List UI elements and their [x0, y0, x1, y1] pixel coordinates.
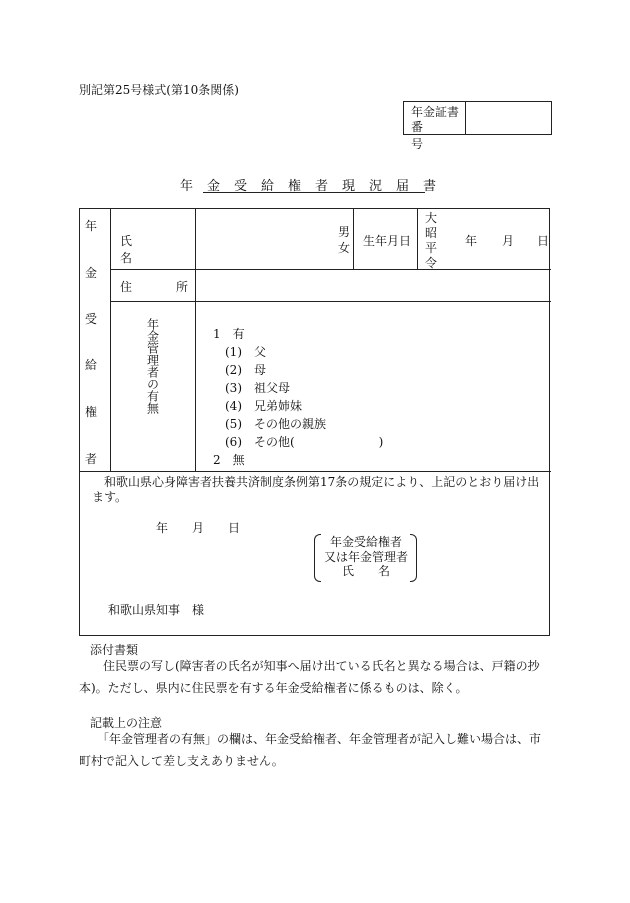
side-char-4: 権: [85, 405, 98, 419]
side-label-divider: [110, 209, 111, 471]
pension-number-box: [403, 101, 552, 151]
birth-day-unit: 日: [537, 234, 550, 248]
manager-options: [213, 325, 383, 469]
attachments-text: 住民票の写し(障害者の氏名が知事へ届け出ている氏名と異なる場合は、戸籍の抄本)。ただし、県内に住民票を有する年金受給権者に係るものは、除く。: [79, 659, 540, 695]
address-label-text: 住所: [120, 280, 233, 294]
option-other[interactable]: (6) その他( ): [225, 435, 384, 449]
main-form-table: [79, 208, 550, 636]
birth-label: 生年月日: [363, 234, 412, 248]
option-father[interactable]: (1) 父: [225, 345, 266, 359]
birth-month-unit: 月: [502, 234, 515, 248]
side-char-0: 年: [85, 219, 98, 233]
option-no[interactable]: 2 無: [213, 453, 245, 467]
gender-male[interactable]: 男: [338, 225, 351, 239]
signer-line-3: 氏 名: [341, 564, 390, 578]
date-day: 日: [228, 521, 241, 535]
signer-line-1: 年金受給権者: [329, 535, 402, 549]
name-label-text: 氏名: [120, 234, 177, 265]
signer-line-2: 又は年金管理者: [323, 549, 408, 564]
birth-label-divider: [417, 209, 418, 269]
form-reference: 別記第25号様式(第10条関係): [79, 83, 239, 97]
gender-divider: [353, 209, 354, 269]
option-other-relatives[interactable]: (5) その他の親族: [225, 417, 326, 431]
notes-text: 「年金管理者の有無」の欄は、年金受給権者、年金管理者が記入し難い場合は、市町村で記入して差し支えありません。: [79, 732, 542, 768]
manager-label-text: 年金管理者の有無: [145, 318, 160, 414]
notes-heading: 記載上の注意: [90, 716, 163, 730]
era-showa[interactable]: 昭: [425, 226, 438, 240]
side-char-3: 給: [85, 358, 98, 372]
option-yes[interactable]: 1 有: [213, 327, 245, 341]
manager-label: [143, 318, 160, 420]
addressee: 和歌山県知事 様: [108, 603, 205, 617]
row-divider-address: [110, 301, 551, 302]
era-reiwa[interactable]: 令: [425, 256, 438, 270]
side-char-5: 者: [85, 452, 98, 466]
birth-year-unit: 年: [465, 234, 478, 248]
pension-number-label: [404, 102, 466, 151]
side-char-1: 金: [85, 266, 98, 280]
date-month: 月: [192, 521, 205, 535]
option-grandparents[interactable]: (3) 祖父母: [225, 381, 290, 395]
signer-bracket-right: [410, 534, 417, 582]
pension-number-label-1: 年金証書: [411, 105, 460, 119]
signer-label: [322, 535, 410, 579]
declaration-text: 和歌山県心身障害者扶養共済制度条例第17条の規定により、上記のとおり届け出ます。: [92, 475, 540, 504]
row-divider-manager: [80, 471, 551, 472]
era-taisho[interactable]: 大: [425, 211, 438, 225]
signer-name-field[interactable]: [420, 549, 540, 575]
name-field[interactable]: [196, 209, 351, 269]
document-title: 年金受給権者現況届書: [179, 179, 450, 194]
option-mother[interactable]: (2) 母: [225, 363, 266, 377]
pension-number-field[interactable]: [466, 102, 551, 134]
name-label: [120, 232, 190, 266]
side-char-2: 受: [85, 312, 98, 326]
address-field[interactable]: [196, 270, 551, 301]
pension-number-label-2: 番号: [411, 120, 445, 151]
title-underline: [203, 192, 425, 193]
date-year: 年: [156, 521, 169, 535]
signer-bracket-left: [314, 534, 321, 582]
gender-female[interactable]: 女: [338, 241, 351, 255]
option-siblings[interactable]: (4) 兄弟姉妹: [225, 399, 302, 413]
era-heisei[interactable]: 平: [425, 241, 438, 255]
attachments-heading: 添付書類: [90, 643, 139, 657]
